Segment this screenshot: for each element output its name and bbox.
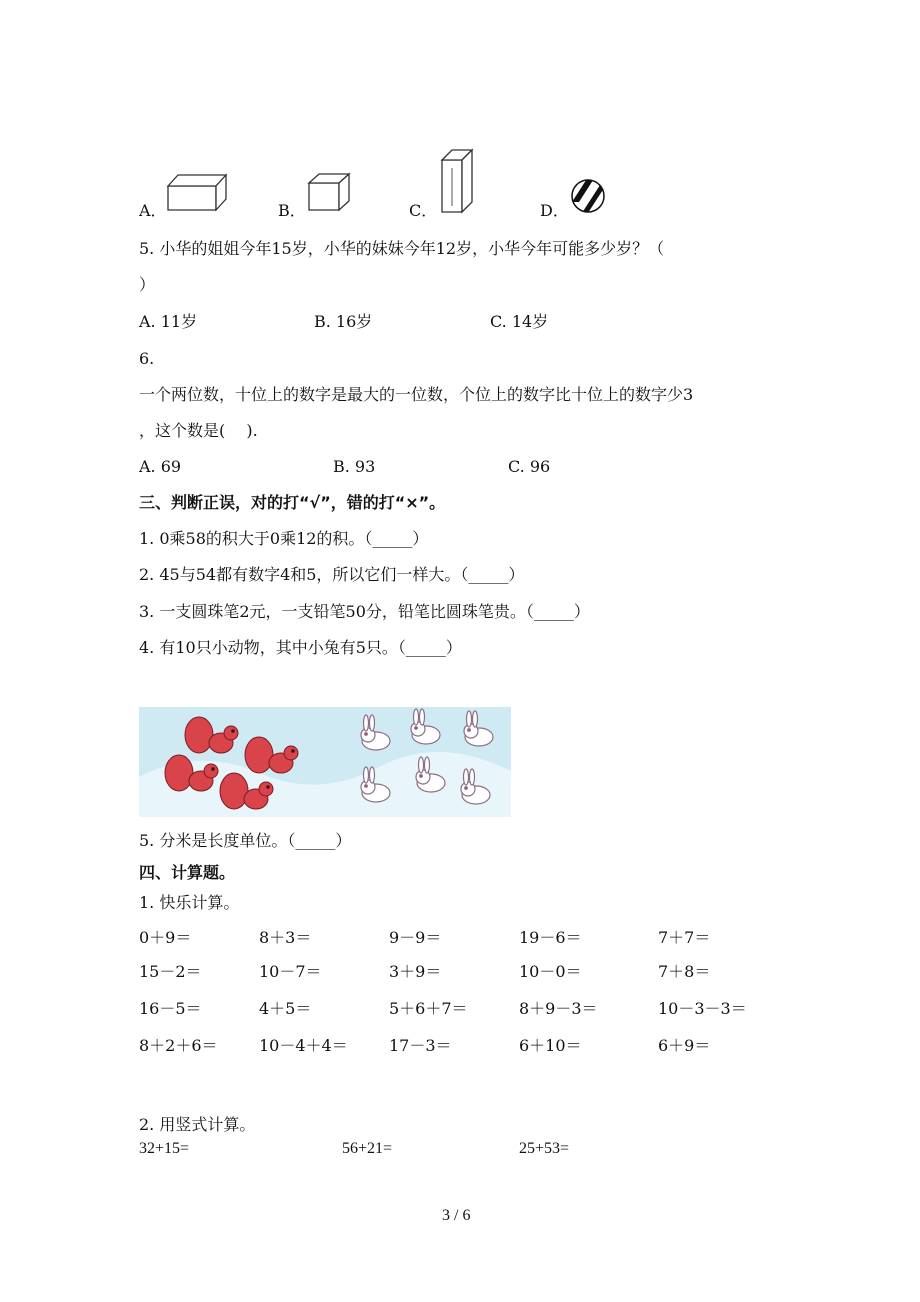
calc-item: 4＋5＝ bbox=[259, 999, 312, 1018]
cuboid-flat-icon bbox=[166, 172, 228, 212]
calc-item: 5＋6＋7＝ bbox=[389, 999, 468, 1018]
q6-option-c: C. 96 bbox=[508, 457, 551, 476]
animals-picture bbox=[139, 707, 511, 817]
calc-item: 8＋3＝ bbox=[259, 928, 312, 947]
q5-option-a: A. 11岁 bbox=[139, 312, 198, 331]
vertical-calc-item: 56+21= bbox=[342, 1140, 393, 1157]
judge-item-4: 4. 有10只小动物，其中小兔有5只。（_____） bbox=[139, 638, 462, 657]
calc-item: 7＋8＝ bbox=[658, 962, 711, 981]
option-a-label: A． bbox=[139, 201, 167, 220]
option-c-label: C． bbox=[409, 201, 438, 220]
judge-item-1: 1. 0乘58的积大于0乘12的积。（_____） bbox=[139, 529, 429, 548]
calc-item: 16－5＝ bbox=[139, 999, 202, 1018]
calc-item: 7＋7＝ bbox=[658, 928, 711, 947]
striped-ball-icon bbox=[570, 178, 606, 214]
calc-item: 17－3＝ bbox=[389, 1036, 452, 1055]
calc-item: 6＋9＝ bbox=[658, 1036, 711, 1055]
q6-option-a: A. 69 bbox=[139, 457, 182, 476]
q5-stem-line1: 5. 小华的姐姐今年15岁，小华的妹妹今年12岁，小华今年可能多少岁？（ bbox=[139, 239, 665, 258]
calc-item: 10－7＝ bbox=[259, 962, 322, 981]
judge-item-2: 2. 45与54都有数字4和5，所以它们一样大。（_____） bbox=[139, 565, 525, 584]
q6-option-b: B. 93 bbox=[333, 457, 376, 476]
calc-subtitle-2: 2. 用竖式计算。 bbox=[139, 1115, 256, 1134]
calc-item: 0＋9＝ bbox=[139, 928, 192, 947]
judge-item-3: 3. 一支圆珠笔2元，一支铅笔50分，铅笔比圆珠笔贵。（_____） bbox=[139, 602, 590, 621]
q6-stem-line2: ，这个数是( ). bbox=[139, 421, 258, 440]
calc-item: 19－6＝ bbox=[519, 928, 582, 947]
calc-subtitle-1: 1. 快乐计算。 bbox=[139, 893, 240, 912]
calc-item: 10－0＝ bbox=[519, 962, 582, 981]
q5-option-c: C. 14岁 bbox=[490, 312, 549, 331]
calc-item: 15－2＝ bbox=[139, 962, 202, 981]
page-number: 3 / 6 bbox=[442, 1207, 471, 1224]
cube-icon bbox=[307, 172, 351, 212]
section3-title: 三、判断正误，对的打“√”，错的打“×”。 bbox=[139, 493, 446, 512]
section4-title: 四、计算题。 bbox=[139, 863, 236, 882]
q6-number: 6. bbox=[139, 349, 155, 368]
calc-item: 9－9＝ bbox=[389, 928, 442, 947]
vertical-calc-item: 25+53= bbox=[519, 1140, 570, 1157]
calc-item: 8＋9－3＝ bbox=[519, 999, 598, 1018]
calc-item: 8＋2＋6＝ bbox=[139, 1036, 218, 1055]
tall-cuboid-icon bbox=[440, 148, 474, 214]
rabbit-icon bbox=[361, 709, 493, 804]
vertical-calc-item: 32+15= bbox=[139, 1140, 190, 1157]
option-b-label: B． bbox=[278, 201, 306, 220]
q6-stem-line1: 一个两位数，十位上的数字是最大的一位数，个位上的数字比十位上的数字少3 bbox=[139, 385, 694, 404]
calc-item: 10－3－3＝ bbox=[658, 999, 747, 1018]
judge-item-5: 5. 分米是长度单位。（_____） bbox=[139, 831, 352, 850]
calc-item: 3＋9＝ bbox=[389, 962, 442, 981]
calc-item: 10－4＋4＝ bbox=[259, 1036, 348, 1055]
option-d-label: D． bbox=[540, 201, 569, 220]
calc-item: 6＋10＝ bbox=[519, 1036, 582, 1055]
q5-stem-line2: ） bbox=[139, 275, 156, 294]
q5-option-b: B. 16岁 bbox=[314, 312, 373, 331]
